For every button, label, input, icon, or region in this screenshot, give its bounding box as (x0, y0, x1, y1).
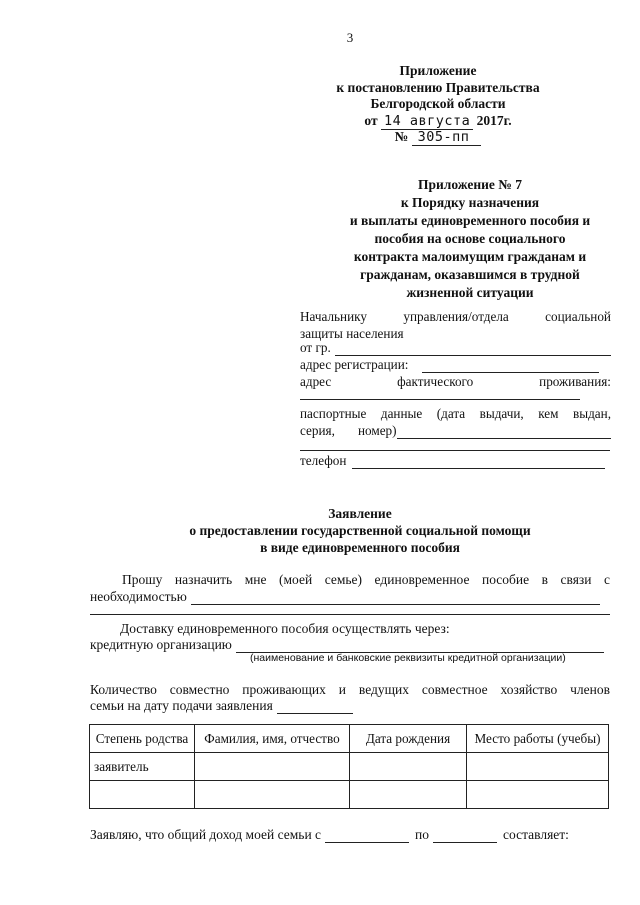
actual-address-word: фактического (397, 374, 474, 389)
appendix-7-line: контракта малоимущим гражданам и (353, 249, 587, 264)
table-header-row (90, 725, 609, 753)
income-part1: Заявляю, что общий доход моей семьи с (90, 827, 322, 842)
income-row (90, 826, 610, 843)
delivery-line2: кредитную организацию (90, 637, 232, 652)
phone-field[interactable] (352, 454, 605, 469)
addressee-word: управления/отдела (403, 309, 509, 324)
count-line2: семьи на дату подачи заявления (90, 698, 273, 713)
income-to-field[interactable] (433, 828, 497, 843)
table-cell[interactable] (467, 753, 609, 781)
appendix-main-number (300, 129, 576, 146)
count-line1: Количество совместно проживающих и ведущих совместное хозяйство членов (90, 682, 610, 697)
appendix-7-line: Приложение № 7 (418, 177, 522, 192)
bank-hint: (наименование и банковские реквизиты кредитной организации) (250, 652, 566, 664)
income-part3: составляет: (503, 827, 569, 842)
appendix-main-line3: Белгородской области (370, 96, 506, 111)
table-row (90, 781, 609, 809)
bank-field[interactable] (236, 638, 604, 653)
table-header-cell: Место работы (учебы) (467, 725, 609, 753)
appendix-main-line1: Приложение (399, 63, 477, 78)
appendix-7-line: гражданам, оказавшимся в трудной (360, 267, 580, 282)
passport-label: серия, номер) (300, 423, 397, 438)
income-part2: по (415, 827, 430, 842)
request-line1: Прошу назначить мне (моей семье) единовременное пособие в связи с (122, 572, 610, 587)
count-field[interactable] (277, 699, 353, 714)
addressee-word: социальной (545, 309, 611, 324)
count-row2 (90, 697, 610, 714)
title-line3: в виде единовременного пособия (260, 540, 460, 555)
table-cell[interactable] (90, 781, 195, 809)
table-header-cell: Фамилия, имя, отчество (195, 725, 350, 753)
necessity-field-2[interactable] (90, 614, 610, 615)
table-cell[interactable]: заявитель (90, 753, 195, 781)
phone-label: телефон (300, 453, 347, 468)
date-handwritten: 14 августа (381, 113, 473, 130)
income-from-field[interactable] (325, 828, 409, 843)
actual-address-row (300, 373, 611, 390)
appendix-main-date (300, 113, 576, 130)
reg-address-label: адрес регистрации: (300, 357, 409, 372)
from-name-field[interactable] (335, 341, 611, 356)
appendix-7-line: жизненной ситуации (406, 285, 534, 300)
date-suffix: 2017г. (476, 112, 512, 128)
table-cell[interactable] (195, 753, 350, 781)
appendix-main-block (300, 63, 576, 146)
appendix-7-line: и выплаты единовременного пособия и (349, 213, 591, 228)
request-line2: необходимостью (90, 589, 187, 604)
appendix-main-line2: к постановлению Правительства (336, 79, 540, 95)
table-header-cell: Степень родства (90, 725, 195, 753)
from-row (300, 339, 611, 356)
addressee-head-line2: защиты населения (300, 326, 404, 341)
appendix-7-line: к Порядку назначения (400, 195, 540, 210)
number-prefix: № (394, 129, 409, 144)
addressee-word: Начальнику (300, 309, 367, 324)
delivery-line1: Доставку единовременного пособия осуществлять через: (120, 621, 450, 636)
passport-field-2[interactable] (300, 450, 610, 451)
number-handwritten: 305-пп (412, 129, 482, 146)
date-prefix: от (364, 112, 378, 128)
request-row2 (90, 588, 610, 605)
appendix-7-block (330, 176, 610, 302)
reg-address-field[interactable] (422, 358, 599, 373)
actual-address-word: проживания: (539, 374, 611, 389)
appendix-7-line: пособия на основе социального (374, 231, 566, 246)
reg-address-row (300, 356, 611, 373)
passport-field[interactable] (397, 424, 611, 439)
addressee-head-line1 (300, 308, 611, 325)
table-cell[interactable] (350, 753, 467, 781)
from-label: от гр. (300, 340, 331, 355)
table-cell[interactable] (195, 781, 350, 809)
delivery-row2 (90, 636, 610, 653)
title-line2: о предоставлении государственной социальной помощи (189, 523, 531, 538)
document-title (80, 505, 640, 556)
title-line1: Заявление (328, 506, 392, 521)
actual-address-field[interactable] (300, 399, 580, 400)
passport-row (300, 422, 611, 439)
table-header-cell: Дата рождения (350, 725, 467, 753)
necessity-field[interactable] (191, 590, 600, 605)
actual-address-word: адрес (300, 374, 332, 389)
passport-line1: паспортные данные (дата выдачи, кем выдан, (300, 406, 611, 421)
phone-row (300, 452, 611, 469)
table-cell[interactable] (350, 781, 467, 809)
table-row (90, 753, 609, 781)
table-cell[interactable] (467, 781, 609, 809)
family-table (89, 724, 609, 809)
page-number: 3 (346, 30, 354, 45)
